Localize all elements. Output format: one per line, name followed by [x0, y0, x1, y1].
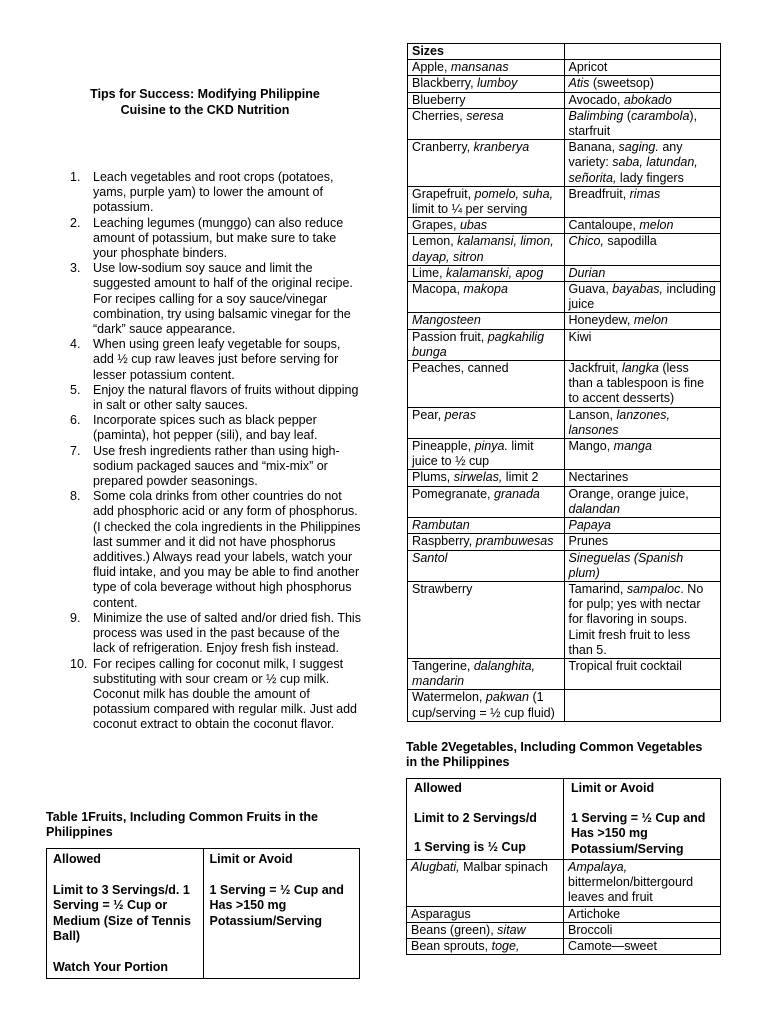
- local-name: dalandan: [568, 501, 620, 516]
- avoid-limit: 1 Serving = ½ Cup and Has >150 mg Potassium/Serving: [209, 882, 344, 928]
- avoid-cell: [564, 779, 721, 860]
- allowed-item-cell: [407, 906, 564, 922]
- avoid-header: Limit or Avoid: [209, 852, 293, 866]
- cell-text: (less than a tablespoon is fine to accent desserts): [568, 361, 705, 406]
- allowed-cell: [47, 849, 204, 979]
- cell-text: sapodilla: [603, 234, 657, 249]
- allowed-item-cell: [408, 60, 565, 76]
- cell-text: Grapefruit,: [412, 186, 475, 201]
- avoid-item-cell: [564, 282, 721, 313]
- avoid-item-cell: [564, 140, 721, 187]
- local-name: Alugbati,: [411, 860, 460, 874]
- local-name: sitaw: [497, 922, 526, 937]
- fruit-row: [408, 550, 721, 581]
- avoid-item-cell: [564, 60, 721, 76]
- local-name: saging.: [618, 140, 659, 155]
- fruit-row: [408, 92, 721, 108]
- tip-number: 2.: [70, 215, 81, 230]
- cell-text: Breadfruit,: [568, 186, 630, 201]
- table1-caption: Table 1Fruits, Including Common Fruits in the Philippines: [46, 810, 318, 839]
- table2-caption: Table 2Vegetables, Including Common Vegetables in the Philippines: [406, 740, 703, 769]
- fruit-row: [408, 218, 721, 234]
- allowed-item-cell: [408, 234, 565, 265]
- tip-number: 1.: [70, 170, 81, 184]
- cell-text: Tropical fruit cocktail: [568, 658, 682, 673]
- cell-text: limit to ¼ per serving: [412, 202, 528, 217]
- tip-text: Leaching legumes (munggo) can also reduce amount of potassium, but make sure to take your phosphate binders.: [93, 215, 344, 261]
- avoid-item-cell: [564, 470, 721, 486]
- tip-item: [46, 413, 362, 443]
- local-name: Sineguelas (Spanish plum): [568, 550, 684, 580]
- cell-text: Raspberry,: [412, 534, 476, 549]
- tip-number: 9.: [70, 610, 81, 625]
- avoid-item-cell: [564, 922, 721, 938]
- allowed-item-cell: [408, 218, 565, 234]
- allowed-item-cell: [408, 313, 565, 329]
- tip-number: 4.: [70, 337, 81, 352]
- cell-text: (sweetsop): [589, 76, 654, 91]
- allowed-item-cell: [408, 92, 565, 108]
- vegetable-row: [407, 939, 721, 955]
- avoid-item-cell: [564, 581, 721, 658]
- cell-text: limit juice to ½ cup: [412, 439, 534, 469]
- local-name: seresa: [466, 108, 504, 123]
- fruit-row: [408, 534, 721, 550]
- allowed-item-cell: [408, 534, 565, 550]
- tip-number: 8.: [70, 489, 81, 504]
- avoid-item-cell: [564, 361, 721, 408]
- avoid-item-cell: [564, 265, 721, 281]
- avoid-item-cell: [564, 486, 721, 517]
- vegetable-row: [407, 922, 721, 938]
- fruit-row: [408, 518, 721, 534]
- fruit-row: [408, 265, 721, 281]
- avoid-item-cell: [564, 439, 721, 470]
- tip-number: 5.: [70, 382, 81, 397]
- allowed-item-cell: [408, 439, 565, 470]
- avoid-item-cell: [564, 690, 721, 721]
- local-name: Chico,: [568, 234, 604, 249]
- cell-text: Kiwi: [568, 329, 592, 344]
- tip-item: [46, 657, 362, 733]
- local-name: peras: [444, 407, 476, 422]
- cell-text: Apple,: [412, 60, 451, 75]
- allowed-item-cell: [408, 658, 565, 689]
- avoid-item-cell: [564, 218, 721, 234]
- local-name: pinya.: [474, 439, 508, 454]
- fruit-row: [408, 76, 721, 92]
- avoid-item-cell: [564, 860, 721, 907]
- cell-text: Passion fruit,: [412, 329, 488, 344]
- cell-text: Broccoli: [568, 922, 613, 937]
- fruit-row: [408, 361, 721, 408]
- allowed-limit: Limit to 3 Servings/d. 1 Serving = ½ Cup or Medium (Size of Tennis Ball): [53, 882, 191, 943]
- vegetable-row: [407, 906, 721, 922]
- avoid-item-cell: [564, 108, 721, 139]
- local-name: bayabas,: [612, 282, 664, 297]
- allowed-item-cell: [407, 860, 564, 907]
- allowed-item-cell: [408, 407, 565, 438]
- tip-text: Leach vegetables and root crops (potatoes, yams, purple yam) to lower the amount of potassium.: [93, 170, 334, 215]
- allowed-item-cell: [408, 690, 565, 721]
- cell-text: Jackfruit,: [568, 361, 622, 376]
- avoid-item-cell: [564, 92, 721, 108]
- cell-text: ), starfruit: [568, 108, 698, 139]
- allowed-item-cell: [407, 922, 564, 938]
- fruit-row: [408, 108, 721, 139]
- document-title: Tips for Success: Modifying Philippine Cuisine to the CKD Nutrition: [90, 87, 320, 117]
- allowed-cell: [407, 779, 564, 860]
- cell-text: bittermelon/bittergourd leaves and fruit: [568, 875, 694, 905]
- tip-item: [46, 489, 362, 611]
- tip-text: Minimize the use of salted and/or dried fish. This process was used in the past because of the lack of refrigeration. Enjoy fresh fish instead.: [93, 610, 361, 656]
- cell-text: Tamarind,: [568, 581, 627, 596]
- cell-text: Pomegranate,: [412, 486, 494, 501]
- local-name: makopa: [463, 282, 508, 297]
- cell-text: any variety:: [568, 140, 683, 170]
- cell-text: Lanson,: [568, 407, 617, 422]
- avoid-item-cell: [564, 658, 721, 689]
- fruits-table-header: [46, 848, 360, 979]
- cell-text: Prunes: [568, 534, 609, 549]
- avoid-header: Limit or Avoid: [571, 781, 655, 795]
- local-name: kalamanski, apog: [446, 265, 544, 280]
- local-name: Ampalaya,: [568, 860, 628, 874]
- cell-text: limit 2: [502, 470, 539, 485]
- allowed-serving: 1 Serving is ½ Cup: [414, 840, 526, 854]
- local-name: lumboy: [477, 76, 518, 91]
- tips-list: [46, 170, 362, 733]
- tip-text: Some cola drinks from other countries do not add phosphoric acid or any form of phosphorus. (I checked the cola ingredients in the Philippines last summer and it did not have phosphorus additives.) Always read your labels, watch your fluid intake, and you may be able to find another type of cola beverage without high phosphorus content.: [93, 489, 361, 610]
- allowed-limit: Limit to 2 Servings/d: [414, 810, 537, 825]
- local-name: carambola: [631, 108, 690, 123]
- local-name: abokado: [623, 92, 672, 107]
- cell-text: (1 cup/serving = ½ cup fluid): [412, 690, 555, 720]
- tip-item: [46, 611, 362, 657]
- cell-text: Cranberry,: [412, 140, 474, 155]
- allowed-item-cell: [408, 140, 565, 187]
- local-name: sampaloc: [626, 581, 681, 596]
- fruit-row: [408, 486, 721, 517]
- cell-text: Mango,: [568, 439, 614, 454]
- tip-text: For recipes calling for coconut milk, I suggest substituting with sour cream or ½ cup milk. Coconut milk has double the amount of potassium compared with regular milk. Just add coconut extract to obtain the coconut flavor.: [93, 656, 358, 732]
- cell-text: including juice: [568, 282, 716, 312]
- allowed-portion: Watch Your Portion: [53, 959, 169, 974]
- tip-item: [46, 383, 362, 413]
- fruit-row: [408, 581, 721, 658]
- tip-text: When using green leafy vegetable for soups, add ½ cup raw leaves just before serving for lesser potassium content.: [93, 337, 341, 382]
- tip-number: 10.: [70, 656, 88, 671]
- local-name: saba, latundan, señorita,: [568, 155, 698, 185]
- cell-text: (: [623, 108, 632, 123]
- tip-item: [46, 261, 362, 337]
- cell-text: Nectarines: [568, 470, 629, 485]
- tip-text: Incorporate spices such as black pepper (paminta), hot pepper (sili), and bay leaf.: [93, 413, 318, 443]
- tip-text: Use low-sodium soy sauce and limit the suggested amount to half of the original recipe. For recipes calling for a soy sauce/vinegar combination, try using balsamic vinegar for the “dark” sauce appearance.: [93, 261, 353, 337]
- cell-text: Apricot: [568, 60, 608, 75]
- cell-text: Orange, orange juice,: [568, 486, 689, 501]
- local-name: kranberya: [473, 140, 530, 155]
- local-name: lanzones, lansones: [568, 407, 670, 437]
- local-name: dalanghita, mandarin: [412, 658, 536, 689]
- avoid-item-cell: [564, 76, 721, 92]
- local-name: Rambutan: [412, 518, 470, 533]
- local-name: pagkahilig bunga: [412, 329, 545, 359]
- local-name: Durian: [568, 265, 606, 280]
- local-name: Mangosteen: [412, 313, 481, 328]
- allowed-item-cell: [408, 265, 565, 281]
- allowed-item-cell: [408, 76, 565, 92]
- tip-number: 3.: [70, 261, 81, 276]
- cell-text: Avocado,: [568, 92, 624, 107]
- cell-text: . No for pulp; yes with nectar for flavoring in soups. Limit fresh fruit to less than 5.: [568, 581, 704, 657]
- local-name: toge,: [491, 939, 520, 954]
- fruit-row: [408, 140, 721, 187]
- avoid-item-cell: [564, 186, 721, 217]
- cell-text: Bean sprouts,: [411, 939, 492, 954]
- fruit-row: [408, 60, 721, 76]
- tip-item: [46, 444, 362, 490]
- fruit-sizes-table: [407, 43, 721, 722]
- local-name: manga: [613, 439, 652, 454]
- fruit-row: [408, 329, 721, 360]
- cell-text: Malbar spinach: [459, 860, 548, 874]
- cell-text: Asparagus: [411, 906, 471, 921]
- fruit-row: [408, 407, 721, 438]
- avoid-item-cell: [564, 518, 721, 534]
- allowed-item-cell: [408, 282, 565, 313]
- local-name: ubas: [459, 218, 488, 233]
- avoid-item-cell: [564, 550, 721, 581]
- avoid-item-cell: [564, 939, 721, 955]
- cell-text: Artichoke: [568, 906, 621, 921]
- fruit-row: [408, 313, 721, 329]
- fruit-row: [408, 234, 721, 265]
- cell-text: Beans (green),: [411, 922, 498, 937]
- local-name: kalamansi, limon, dayap, sitron: [412, 234, 554, 264]
- cell-text: Macopa,: [412, 282, 464, 297]
- tip-item: [46, 337, 362, 383]
- avoid-item-cell: [564, 534, 721, 550]
- cell-text: Tangerine,: [412, 658, 474, 673]
- local-name: pakwan: [485, 690, 529, 705]
- local-name: Atis: [568, 76, 590, 91]
- local-name: pomelo, suha,: [474, 186, 554, 201]
- local-name: melon: [639, 218, 674, 233]
- cell-text: Honeydew,: [568, 313, 634, 328]
- allowed-header: Allowed: [414, 781, 462, 795]
- local-name: mansanas: [450, 60, 509, 75]
- tip-number: 6.: [70, 413, 81, 428]
- allowed-item-cell: [408, 361, 565, 408]
- tip-text: Enjoy the natural flavors of fruits without dipping in salt or other salty sauces.: [93, 382, 359, 413]
- local-name: granada: [494, 486, 540, 501]
- avoid-item-cell: [564, 329, 721, 360]
- cell-text: Camote—sweet: [568, 939, 657, 954]
- cell-text: Guava,: [568, 282, 613, 297]
- avoid-item-cell: [564, 906, 721, 922]
- cell-text: Strawberry: [412, 581, 473, 596]
- avoid-cell: [203, 849, 360, 979]
- tip-text: Use fresh ingredients rather than using high-sodium packaged sauces and “mix-mix” or prepared powder seasonings.: [93, 443, 340, 489]
- allowed-item-cell: [408, 581, 565, 658]
- fruit-row: [408, 470, 721, 486]
- allowed-item-cell: [408, 329, 565, 360]
- cell-text: Pear,: [412, 407, 445, 422]
- allowed-item-cell: [408, 550, 565, 581]
- allowed-header: Allowed: [53, 852, 101, 866]
- sizes-header: Sizes: [408, 44, 565, 60]
- local-name: melon: [633, 313, 668, 328]
- tip-number: 7.: [70, 443, 81, 458]
- local-name: sirwelas,: [453, 470, 503, 485]
- cell-text: Lime,: [412, 265, 447, 280]
- empty-header-cell: [564, 44, 721, 60]
- cell-text: lady fingers: [616, 170, 684, 185]
- allowed-item-cell: [408, 470, 565, 486]
- avoid-item-cell: [564, 313, 721, 329]
- allowed-item-cell: [407, 939, 564, 955]
- fruit-row: [408, 658, 721, 689]
- cell-text: Watermelon,: [412, 690, 486, 705]
- fruit-row: [408, 186, 721, 217]
- allowed-item-cell: [408, 518, 565, 534]
- allowed-item-cell: [408, 186, 565, 217]
- cell-text: Blackberry,: [412, 76, 478, 91]
- fruit-row: [408, 282, 721, 313]
- avoid-limit: 1 Serving = ½ Cup and Has >150 mg Potassium/Serving: [571, 810, 706, 856]
- avoid-item-cell: [564, 234, 721, 265]
- cell-text: Pineapple,: [412, 439, 475, 454]
- tip-item: [46, 170, 362, 216]
- cell-text: Blueberry: [412, 92, 466, 107]
- fruit-row: [408, 439, 721, 470]
- local-name: Papaya: [568, 518, 611, 533]
- local-name: prambuwesas: [475, 534, 554, 549]
- vegetable-row: [407, 860, 721, 907]
- cell-text: Grapes,: [412, 218, 460, 233]
- cell-text: Banana,: [568, 140, 619, 155]
- vegetables-table: [406, 778, 721, 955]
- local-name: rimas: [629, 186, 661, 201]
- local-name: Balimbing: [568, 108, 624, 123]
- allowed-item-cell: [408, 108, 565, 139]
- cell-text: Lemon,: [412, 234, 458, 249]
- avoid-item-cell: [564, 407, 721, 438]
- local-name: Santol: [412, 550, 448, 565]
- cell-text: Cantaloupe,: [568, 218, 640, 233]
- cell-text: Peaches, canned: [412, 361, 509, 376]
- allowed-item-cell: [408, 486, 565, 517]
- local-name: langka: [622, 361, 659, 376]
- table-header-row: [407, 779, 721, 860]
- cell-text: Plums,: [412, 470, 454, 485]
- table-header-row: [408, 44, 721, 60]
- fruit-row: [408, 690, 721, 721]
- cell-text: Cherries,: [412, 108, 467, 123]
- tip-item: [46, 216, 362, 262]
